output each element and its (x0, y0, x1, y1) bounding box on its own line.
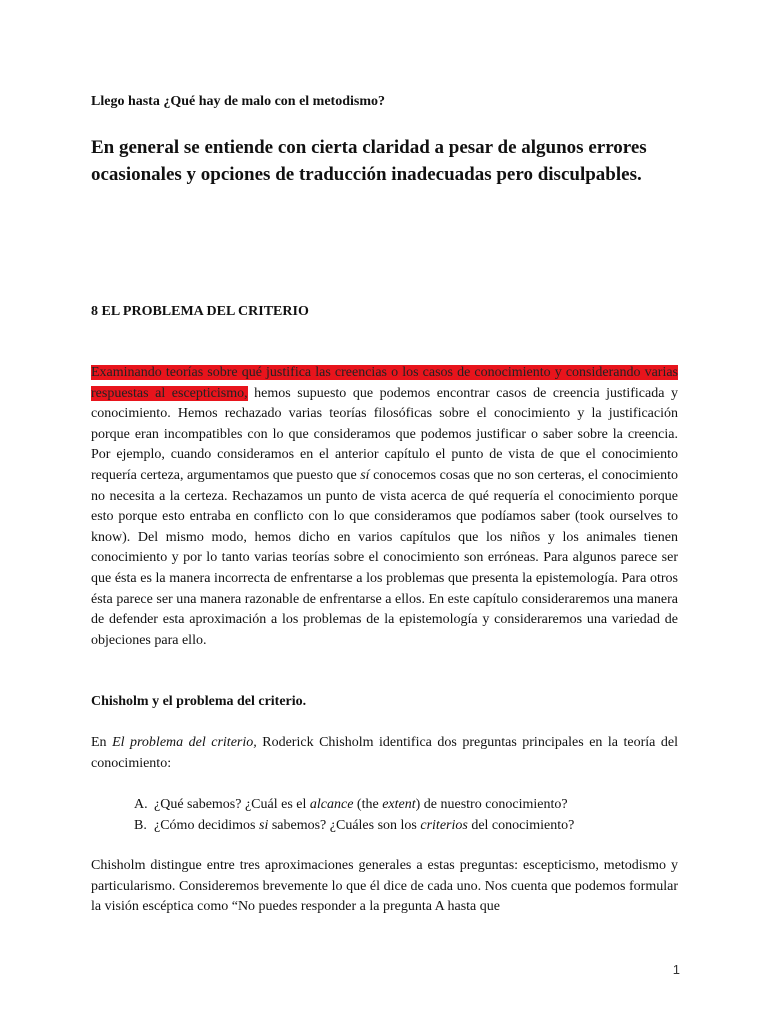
emphasis-text: extent (382, 797, 416, 812)
list-text: sabemos? ¿Cuáles son los (268, 817, 421, 833)
book-title: El problema del criterio, (112, 735, 257, 750)
emphasis-text: si (259, 817, 269, 833)
page-number: 1 (672, 962, 680, 977)
list-text: ¿Cómo decidimos (154, 817, 259, 833)
section-heading: Chisholm y el problema del criterio. (91, 694, 307, 709)
paragraph-text: En (91, 735, 113, 750)
list-item-text (154, 795, 568, 816)
emphasis-text: alcance (309, 797, 354, 812)
list-item-text (154, 816, 574, 837)
list-text: (the (353, 797, 383, 812)
paragraph-text: hemos supuesto que podemos encontrar casos de creencia justificada y conocimiento. Hemos rechazado varias teorías filosóficas sobre el conocimiento y la justificación porque eran incompatibles con lo que consideramos que podemos justificar o saber sobre la creencia. Por ejemplo, cuando consideramos en el anterior capítulo el punto de vista de que el conocimiento requería certeza, argumentamos que puesto que (91, 385, 678, 483)
list-marker: A. (134, 797, 148, 812)
list-item (134, 816, 694, 837)
list-text: del conocimiento? (467, 817, 575, 833)
list-marker: B. (134, 817, 147, 833)
paragraph-text: conocemos cosas que no son certeras, el conocimiento no necesita a la certeza. Rechazamos un punto de vista acerca de qué requería el conocimiento porque esto porque esto entraba en conflicto con lo que consideramos que podíamos saber (took ourselves to know). Del mismo modo, hemos dicho en varios capítulos que los niños y los animales tienen conocimiento y por lo tanto varias teorías sobre el conocimiento son erróneas. Para algunos parece ser que ésta es la manera incorrecta de enfrentarse a los problemas que presenta la epistemología. Para otros ésta parece ser una manera razonable de enfrentarse a ellos. En este capítulo consideraremos una manera de defender esta aproximación a los problemas de la epistemología y consideraremos una variedad de objeciones para ello. (91, 467, 678, 648)
paragraph-chisholm (91, 733, 678, 774)
question-list (134, 795, 694, 836)
list-text: ¿Qué sabemos? ¿Cuál es el (154, 797, 310, 812)
paragraph-approaches: Chisholm distingue entre tres aproximaciones generales a estas preguntas: escepticismo, metodismo y particularismo. Consideremos brevemente lo que él dice de cada uno. Nos cuenta que podemos formular la visión escéptica como “No puedes responder a la pregunta A hasta que (91, 858, 678, 915)
reader-note: Llego hasta ¿Qué hay de malo con el metodismo? (91, 94, 385, 109)
paragraph-text: Roderick Chisholm identifica dos preguntas principales en la teoría del conocimiento: (91, 735, 678, 771)
chapter-heading: 8 EL PROBLEMA DEL CRITERIO (91, 304, 309, 319)
paragraph-intro (91, 363, 678, 651)
highlighted-text: Examinando teorías sobre qué justifica las creencias o los casos de conocimiento y considerando varias respuestas al escepticismo, (91, 365, 678, 401)
list-item (134, 795, 694, 816)
reader-comment: En general se entiende con cierta claridad a pesar de algunos errores ocasionales y opciones de traducción inadecuadas pero disculpables. (91, 137, 647, 185)
emphasis-text: sí (360, 467, 370, 483)
list-text: ) de nuestro conocimiento? (415, 797, 568, 812)
emphasis-text: criterios (420, 817, 468, 833)
